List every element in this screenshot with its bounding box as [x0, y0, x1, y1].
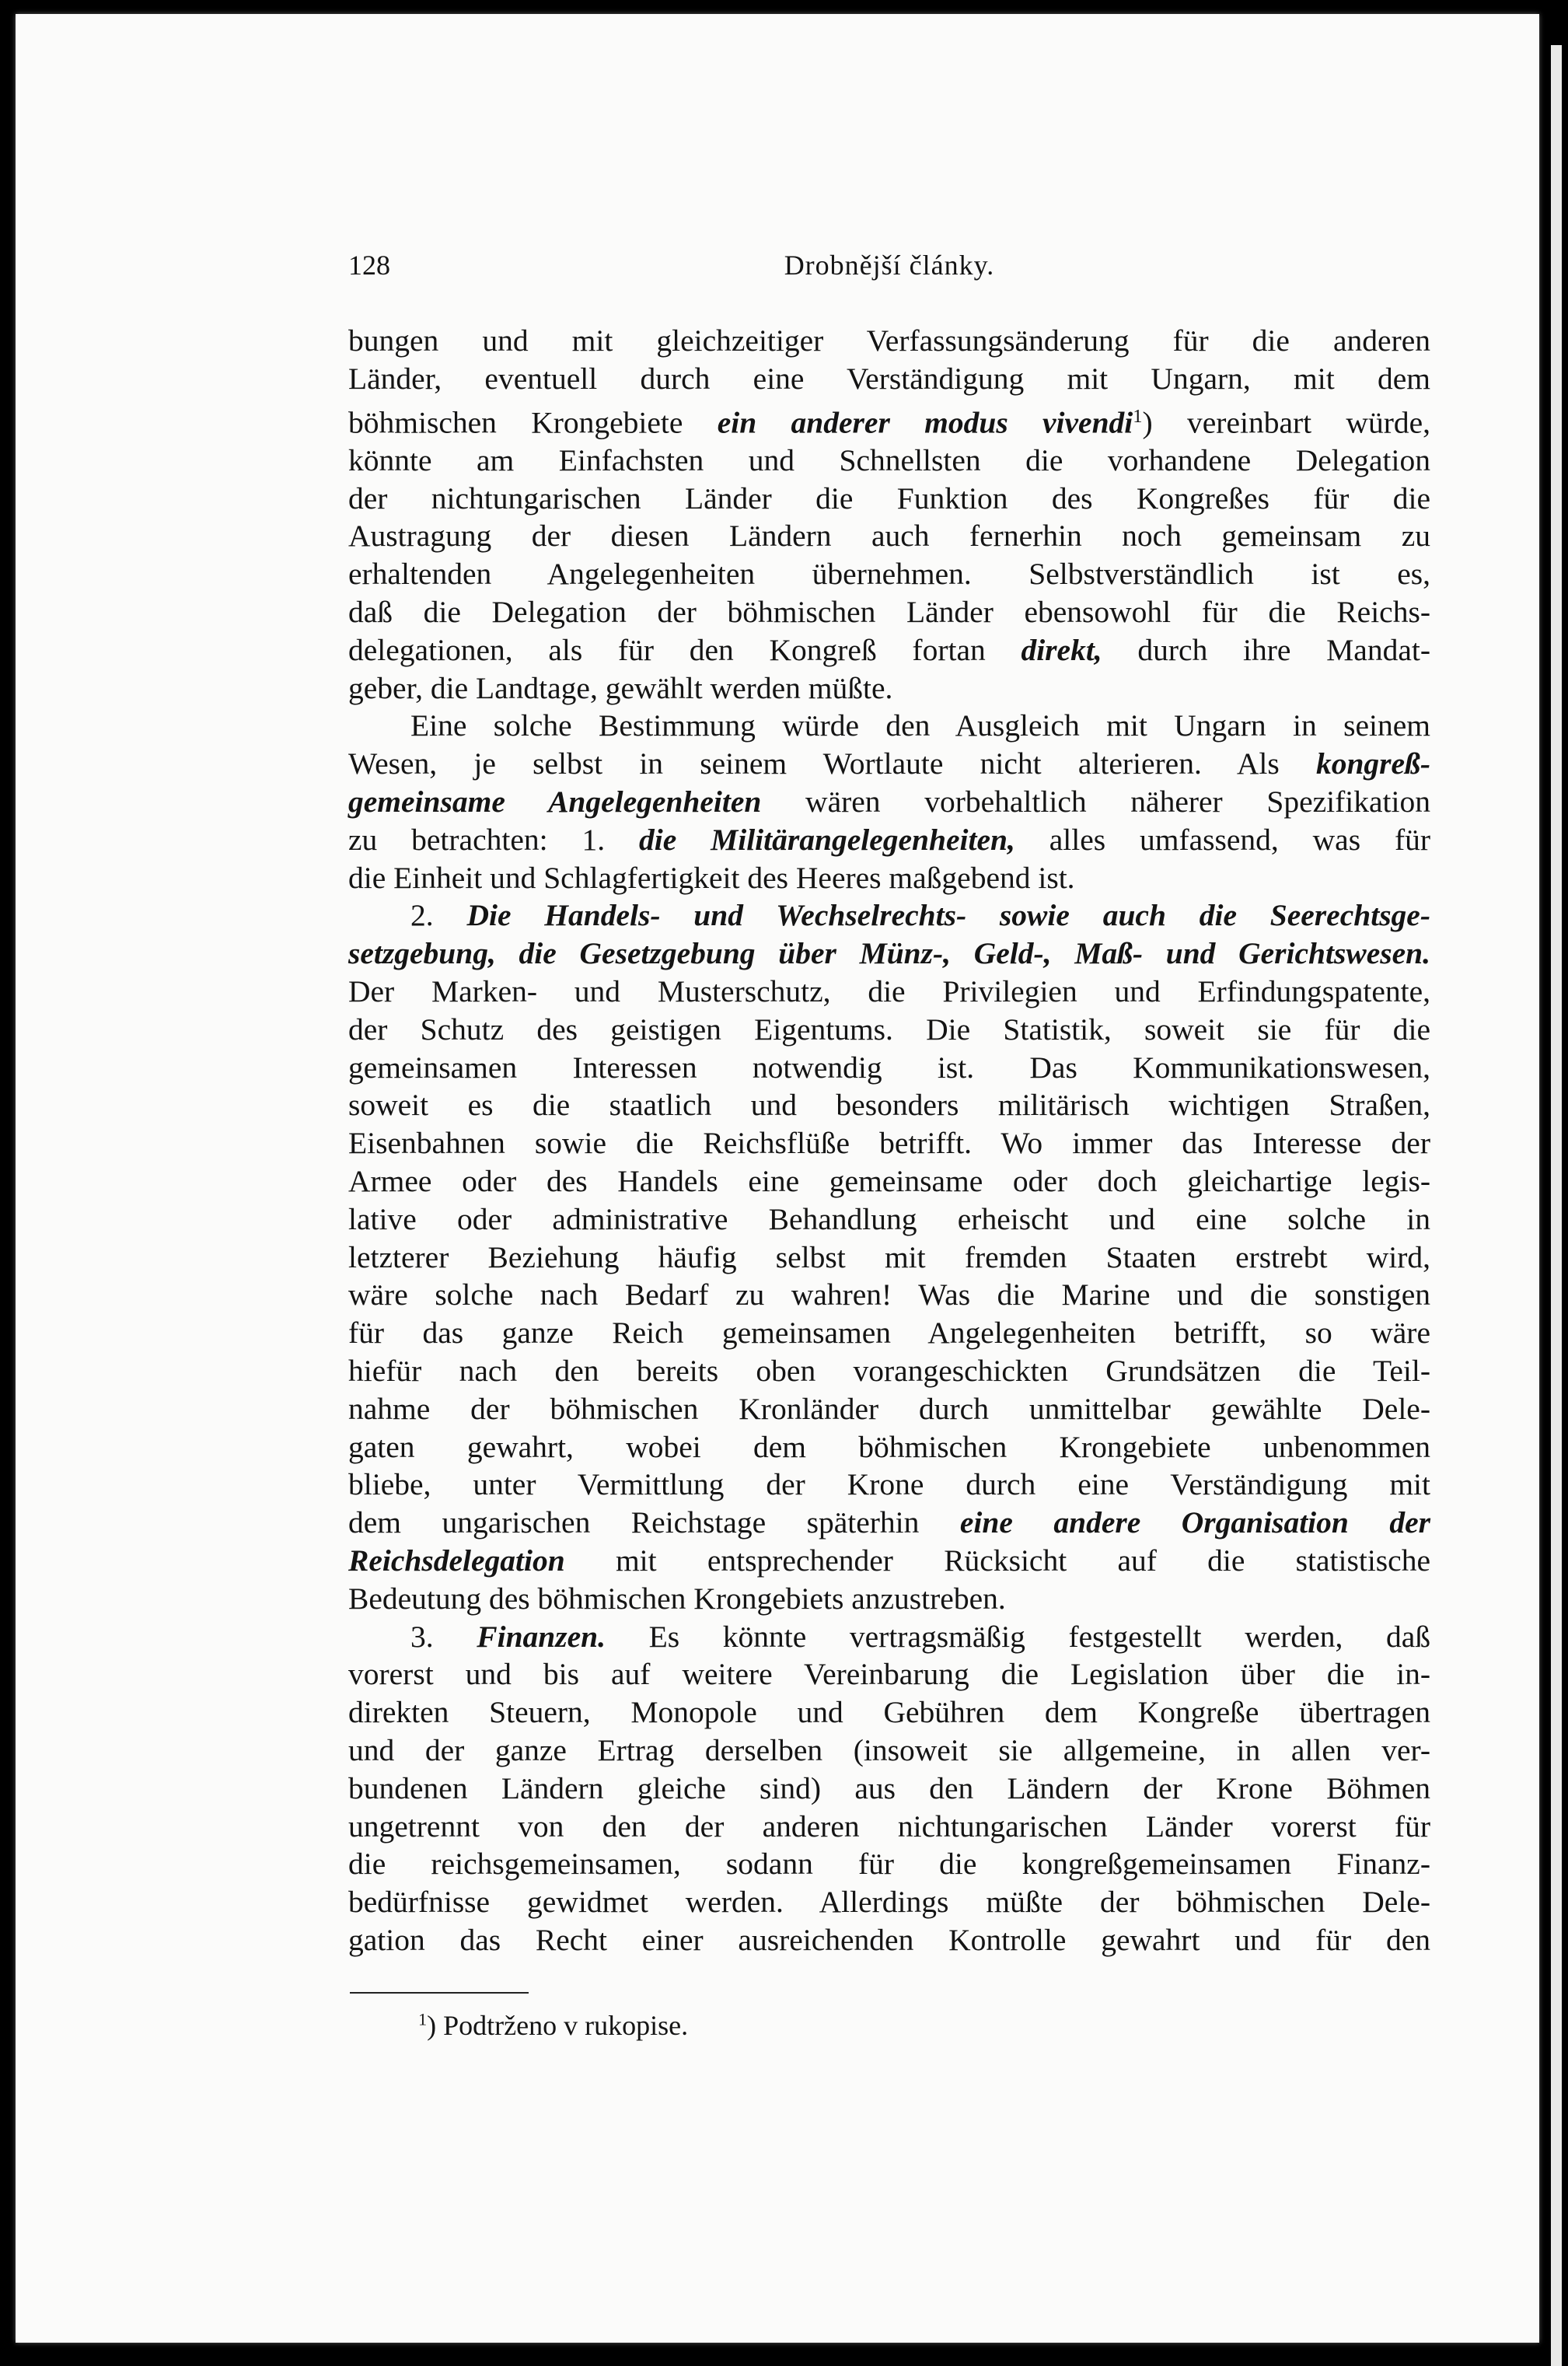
text-line: geber, die Landtage, gewählt werden müßte.	[348, 670, 893, 705]
text-line: bungen und mit gleichzeitiger Verfassungsänderung für die anderen	[348, 323, 1430, 358]
text-line: delegationen, als für den Kongreß fortan direkt, durch ihre Mandat-	[348, 632, 1430, 667]
footnote-marker: 1	[418, 2009, 428, 2029]
text-line: zu betrachten: 1. die Militärangelegenheiten, alles umfassend, was für	[348, 822, 1431, 857]
italic-phrase: die Militärangelegenheiten,	[638, 822, 1015, 857]
page-content	[348, 249, 1430, 2042]
text-line: gemeinsame Angelegenheiten wären vorbehaltlich näherer Spezifikation	[348, 785, 1430, 820]
italic-phrase: Die Handels- und Wechselrechts- sowie auch die Seerechtsge-	[466, 898, 1430, 933]
text-line: hiefür nach den bereits oben vorangeschickten Grundsätzen die Teil-	[348, 1353, 1430, 1388]
running-title: Drobnější články.	[784, 250, 995, 281]
page-edge-shadow	[1551, 45, 1562, 2366]
text-line: Armee oder des Handels eine gemeinsame oder doch gleichartige legis-	[348, 1164, 1430, 1198]
page-header	[348, 249, 1430, 288]
text-line: könnte am Einfachsten und Schnellsten die vorhandene Delegation	[348, 442, 1430, 477]
footnote-reference: 1	[1133, 405, 1143, 427]
italic-phrase: setzgebung, die Gesetzgebung über Münz-, Geld-, Maß- und Gerichtswesen.	[348, 936, 1430, 971]
text-line: bedürfnisse gewidmet werden. Allerdings müßte der böhmischen Dele-	[348, 1885, 1430, 1920]
text-line: wäre solche nach Bedarf zu wahren! Was die Marine und die sonstigen	[348, 1277, 1430, 1312]
text-line: Der Marken- und Musterschutz, die Privilegien und Erfindungspatente,	[348, 974, 1430, 1009]
text-line: daß die Delegation der böhmischen Länder ebensowohl für die Reichs-	[348, 595, 1430, 630]
text-line: bundenen Ländern gleiche sind) aus den Ländern der Krone Böhmen	[348, 1770, 1430, 1805]
text-line: für das ganze Reich gemeinsamen Angelegenheiten betrifft, so wäre	[348, 1316, 1430, 1351]
italic-phrase: Reichsdelegation	[348, 1543, 565, 1578]
text-line: letzterer Beziehung häufig selbst mit fremden Staaten erstrebt wird,	[348, 1239, 1430, 1274]
text-line: bliebe, unter Vermittlung der Krone durch eine Verständigung mit	[348, 1467, 1430, 1502]
text-line: Reichsdelegation mit entsprechender Rücksicht auf die statistische	[348, 1543, 1430, 1578]
text-line: dem ungarischen Reichstage späterhin eine andere Organisation der	[348, 1505, 1430, 1540]
text-line: vorerst und bis auf weitere Vereinbarung die Legislation über die in-	[348, 1657, 1430, 1692]
text-line: Bedeutung des böhmischen Krongebiets anzustreben.	[348, 1581, 1006, 1616]
italic-phrase: direkt,	[1021, 632, 1102, 667]
text-line: die reichsgemeinsamen, sodann für die kongreßgemeinsamen Finanz-	[348, 1847, 1430, 1882]
page-number: 128	[348, 250, 390, 281]
text-line: der nichtungarischen Länder die Funktion des Kongreßes für die	[348, 481, 1430, 515]
text-line: Austragung der diesen Ländern auch fernerhin noch gemeinsam zu	[348, 519, 1430, 554]
text-line: Länder, eventuell durch eine Verständigung mit Ungarn, mit dem	[348, 361, 1430, 396]
text-line: 2. Die Handels- und Wechselrechts- sowie auch die Seerechtsge-	[410, 898, 1430, 933]
text-line: gaten gewahrt, wobei dem böhmischen Krongebiete unbenommen	[348, 1429, 1430, 1464]
italic-phrase: ein anderer modus vivendi	[717, 405, 1133, 440]
italic-phrase: eine andere Organisation der	[959, 1505, 1430, 1540]
italic-phrase: Finanzen.	[477, 1619, 606, 1654]
text-line: direkten Steuern, Monopole und Gebühren dem Kongreße übertragen	[348, 1695, 1430, 1730]
text-line: Eisenbahnen sowie die Reichsflüße betrifft. Wo immer das Interesse der	[348, 1126, 1430, 1161]
text-line: gemeinsamen Interessen notwendig ist. Das Kommunikationswesen,	[348, 1050, 1430, 1085]
text-line: Eine solche Bestimmung würde den Ausgleich mit Ungarn in seinem	[410, 708, 1430, 743]
text-line: soweit es die staatlich und besonders militärisch wichtigen Straßen,	[348, 1088, 1430, 1123]
text-line: ungetrennt von den der anderen nichtungarischen Länder vorerst für	[348, 1809, 1430, 1844]
footnote-text: ) Podtrženo v rukopise.	[427, 2009, 689, 2041]
text-line: 3. Finanzen. Es könnte vertragsmäßig festgestellt werden, daß	[410, 1619, 1430, 1654]
text-line: gation das Recht einer ausreichenden Kontrolle gewahrt und für den	[348, 1922, 1430, 1957]
italic-phrase: gemeinsame Angelegenheiten	[348, 785, 762, 820]
footnote-divider	[350, 1992, 529, 1994]
text-line: Wesen, je selbst in seinem Wortlaute nicht alterieren. Als kongreß-	[348, 746, 1430, 781]
text-line	[348, 935, 1430, 973]
italic-phrase: kongreß-	[1315, 746, 1430, 781]
footnote	[418, 2009, 1430, 2042]
text-line: nahme der böhmischen Kronländer durch unmittelbar gewählte Dele-	[348, 1391, 1430, 1426]
text-line: böhmischen Krongebiete ein anderer modus vivendi$^1$) vereinbart würde,	[348, 405, 1431, 440]
text-line: erhaltenden Angelegenheiten übernehmen. Selbstverständlich ist es,	[348, 557, 1430, 592]
text-line: lative oder administrative Behandlung erheischt und eine solche in	[348, 1201, 1430, 1236]
body-text	[348, 322, 1430, 1959]
text-line: der Schutz des geistigen Eigentums. Die Statistik, soweit sie für die	[348, 1012, 1430, 1047]
text-line: und der ganze Ertrag derselben (insoweit sie allgemeine, in allen ver-	[348, 1732, 1430, 1767]
text-line: die Einheit und Schlagfertigkeit des Heeres maßgebend ist.	[348, 860, 1075, 895]
